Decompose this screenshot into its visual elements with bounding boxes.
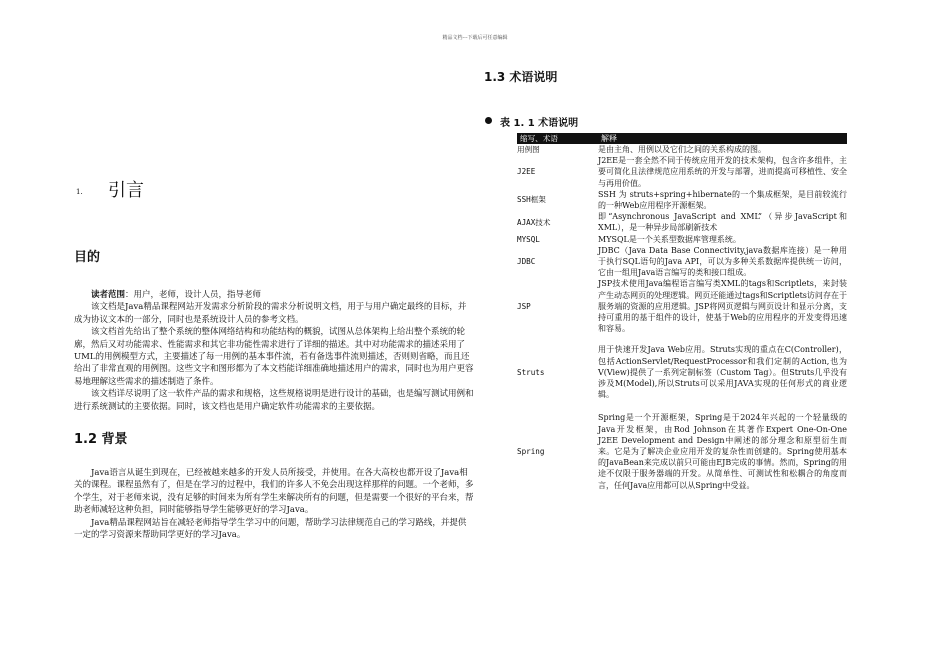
- definition-cell: MYSQL是一个关系型数据库管理系统。: [598, 234, 741, 244]
- table-row: [517, 189, 847, 211]
- table-header-term: 缩写、术语: [520, 134, 558, 143]
- table-row: [517, 155, 847, 189]
- bullet-icon: [485, 117, 492, 124]
- table-row: [517, 245, 847, 279]
- table-row: [517, 412, 847, 490]
- purpose-heading: 目的: [74, 250, 101, 265]
- background-paragraph-1: Java语言从诞生到现在，已经被越来越多的开发人员所接受，并使用。在各大高校也都开设了Java相关的课程。课程虽然有了，但是在学习的过程中，我们的许多人不免会出现这样那样的问题。一个老师，多个学生，对于老师来说，没有足够的时间来为所有学生来解决所有的问题，但是需要一个很好的平台来，帮助老师减轻这种负担，同时能够指导学生能够更好的学习Java。: [74, 468, 474, 516]
- purpose-paragraph-1: 该文档是Java精品课程网站开发需求分析阶段的需求分析说明文档，用于与用户确定最终的目标，并成为协议文本的一部分，同时也是系统设计人员的参考文档。: [74, 302, 467, 325]
- terms-heading: 1.3 术语说明: [484, 70, 558, 84]
- table-row: [517, 144, 847, 155]
- background-body: [74, 467, 474, 541]
- term-cell: JDBC: [517, 257, 536, 267]
- definition-cell: 用于快速开发Java Web应用。Struts实现的重点在C(Controller)，包括ActionServlet/RequestProcessor和我们定制的Action,也为V(View)提供了一系列定制标签（Custom Tag）。但Struts几乎没有涉及M(Model),所以Struts可以采用JAVA实现的任何形式的商业逻辑。: [598, 345, 847, 400]
- term-cell: SSH框架: [517, 195, 546, 205]
- section-number: 1.: [76, 188, 83, 196]
- table-header-row: [517, 133, 847, 144]
- page-header: 精品文档---下载后可任意编辑: [442, 35, 508, 41]
- table-row: [517, 211, 847, 233]
- background-heading: 1.2 背景: [74, 432, 128, 447]
- definition-cell: SSH 为 struts+spring+hibernate的一个集成框架，是目前较流行的一种Web应用程序开源框架。: [598, 189, 847, 211]
- purpose-body: [74, 289, 474, 413]
- term-cell: MYSQL: [517, 234, 540, 244]
- definition-cell: 是由主角、用例以及它们之间的关系构成的图。: [598, 145, 766, 154]
- table-header-definition: 解释: [601, 134, 617, 143]
- definition-cell: JSP技术使用Java编程语言编写类XML的tags和Scriptlets，来封装产生动态网页的处理逻辑。网页还能通过tags和Scriptlets访问存在于服务端的资源的应用逻辑。JSP将网页逻辑与网页设计和显示分离，支持可重用的基于组件的设计，使基于Web的应用程序的开发变得迅速和容易。: [598, 279, 847, 334]
- definition-cell: 即“Asynchronous JavaScript and XML”（异步JavaScript和XML），是一种异步局部刷新技术: [598, 212, 847, 233]
- term-cell: 用例图: [517, 145, 540, 154]
- term-cell: Struts: [517, 367, 545, 377]
- background-paragraph-2: Java精品课程网站旨在减轻老师指导学生学习中的问题，帮助学习法律规范自己的学习路线，并提供一定的学习资源来帮助同学更好的学习Java。: [74, 517, 467, 541]
- purpose-paragraph-2: 该文档首先给出了整个系统的整体网络结构和功能结构的概貌，试图从总体架构上给出整个系统的轮廓，然后又对功能需求、性能需求和其它非功能性需求进行了详细的描述。其中对功能需求的描述采用了UML的用例模型方式，主要描述了每一用例的基本事件流，若有备选事件流则描述，否则则省略，而且还给出了非常直观的用例图。这些文字和图形都为了本文档能详细准确地描述用户的需求，同时也为用户更容易地理解这些需求的描述制造了条件。: [74, 327, 474, 387]
- table-row: [517, 344, 847, 400]
- purpose-paragraph-3: 该文档详尽说明了这一软件产品的需求和规格，这些规格说明是进行设计的基础，也是编写测试用例和进行系统测试的主要依据。同时，该文档也是用户确定软件功能需求的主要依据。: [74, 389, 474, 412]
- table-caption: 表 1. 1 术语说明: [500, 118, 579, 129]
- term-cell: Spring: [517, 447, 545, 457]
- readers-line: [74, 289, 474, 301]
- table-row: [517, 234, 847, 245]
- readers-label: 读者范围: [91, 290, 126, 300]
- term-cell: JSP: [517, 301, 531, 311]
- readers-text: ：用户，老师，设计人员，指导老师: [125, 290, 262, 300]
- definition-cell: JDBC（Java Data Base Connectivity,java数据库连接）是一种用于执行SQL语句的Java API，可以为多种关系数据库提供统一访问，它由一组用Java语言编写的类和接口组成。: [598, 245, 847, 278]
- term-cell: AJAX技术: [517, 217, 551, 227]
- table-row: [517, 278, 847, 334]
- definition-cell: Spring是一个开源框架，Spring是于2024年兴起的一个轻量级的Java开发框架，由Rod Johnson在其著作Expert One-On-One J2EE Development and Design中阐述的部分理念和原型衍生而来。它是为了解决企业应用开发的复杂性而创建的。Spring使用基本的JavaBean来完成以前只可能由EJB完成的事情。然而，Spring的用途不仅限于服务器端的开发。从简单性、可测试性和松耦合的角度而言，任何Java应用都可以从Spring中受益。: [598, 413, 847, 490]
- definition-cell: J2EE是一套全然不同于传统应用开发的技术架构，包含许多组件，主要可简化且法律规范应用系统的开发与部署，进而提高可移植性、安全与再用价值。: [598, 156, 847, 188]
- term-cell: J2EE: [517, 167, 536, 177]
- terms-table: [517, 133, 847, 491]
- intro-heading: 引言: [108, 180, 144, 201]
